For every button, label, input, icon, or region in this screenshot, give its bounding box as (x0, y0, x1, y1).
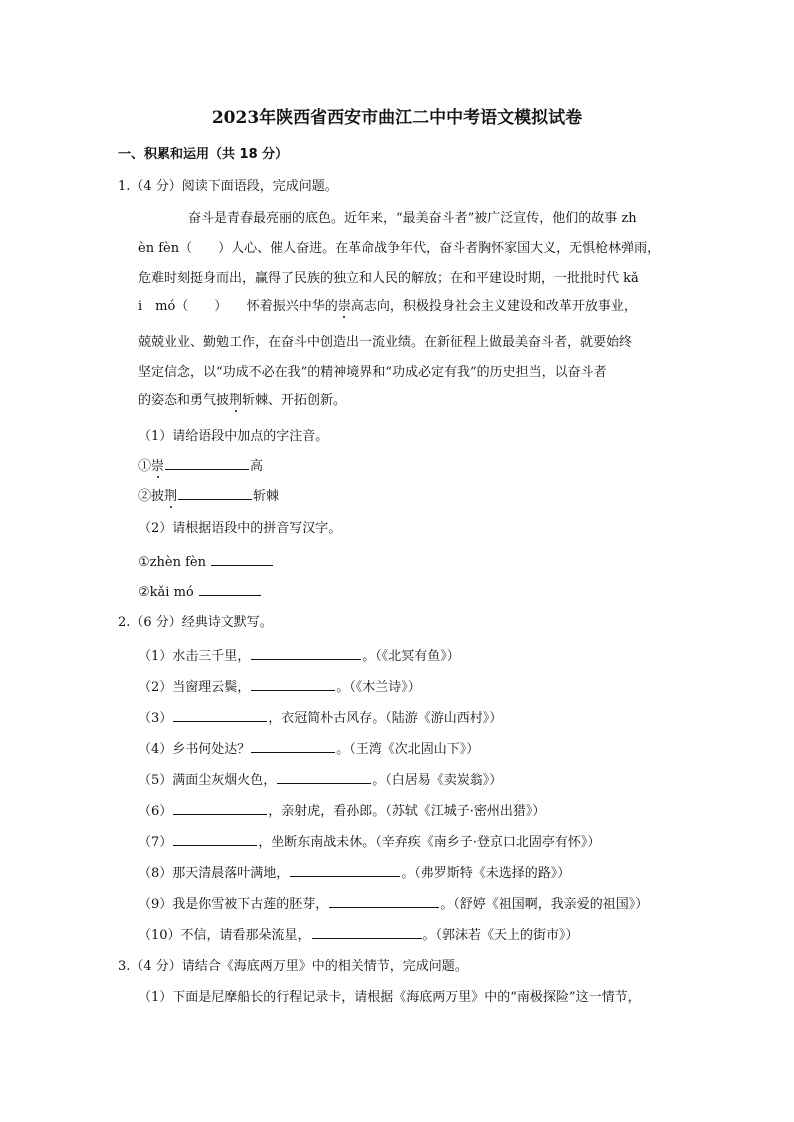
answer-blank-1b[interactable] (178, 486, 252, 500)
section-heading: 一、积累和运用（共 18 分） (118, 147, 289, 162)
passage-line-4-post: 高志向，积极投身社会主义建设和改革开放事业， (350, 299, 637, 314)
passage-line-7-post: 斩棘、开拓创新。 (242, 393, 347, 408)
question-1-stem: 1.（4 分）阅读下面语段，完成问题。 (118, 179, 338, 194)
answer-blank-q2-2[interactable] (251, 677, 335, 691)
q1-sub2-a: ①zhèn fèn (138, 552, 274, 572)
q1-sub2: （2）请根据语段中的拼音写汉字。 (138, 521, 342, 536)
answer-blank-q2-9[interactable] (329, 894, 439, 908)
answer-blank-1a[interactable] (165, 456, 249, 470)
q2-item-9: （9）我是你雪被下古莲的胚芽， 。（舒婷《祖国啊，我亲爱的祖国》） (138, 894, 648, 914)
answer-blank-q2-8[interactable] (290, 863, 400, 877)
q1-sub1-b: ②披荆 斩棘 (138, 486, 279, 506)
passage-line-7 (138, 392, 346, 410)
passage-line-5: 兢兢业业、勤勉工作，在奋斗中创造出一流业绩。在新征程上做最美奋斗者，就要始终 (138, 335, 633, 350)
q2-item-4: （4）乡书何处达？ 。（王湾《次北固山下》） (138, 739, 479, 759)
q1-sub1-a: ①崇 高 (138, 456, 263, 476)
q2-item-8: （8）那天清晨落叶满地， 。（弗罗斯特《未选择的路》） (138, 863, 570, 883)
q2-item-7: （7） ，坐断东南战未休。（辛弃疾《南乡子·登京口北固亭有怀》） (138, 832, 600, 852)
passage-line-3: 危难时刻挺身而出，赢得了民族的独立和人民的解放；在和平建设时期，一批批时代 kǎ (138, 271, 639, 286)
answer-blank-2a[interactable] (211, 552, 273, 566)
passage-line-4 (138, 298, 637, 316)
dotted-char-chong: 崇 (337, 299, 351, 314)
page-title: 2023年陕西省西安市曲江二中中考语文模拟试卷 (211, 108, 583, 128)
answer-blank-q2-3[interactable] (173, 708, 267, 722)
passage-line-4-pre: i mó（ ） 怀着振兴中华的 (138, 299, 338, 314)
q2-item-10: （10）不信，请看那朵流星， 。（郭沫若《天上的街市》） (138, 925, 579, 945)
question-2-stem: 2.（6 分）经典诗文默写。 (118, 615, 273, 630)
q2-item-5: （5）满面尘灰烟火色， 。（白居易《卖炭翁》） (138, 770, 502, 790)
q1-sub2-b: ②kǎi mó (138, 582, 262, 602)
answer-blank-q2-7[interactable] (173, 832, 257, 846)
q3-sub1: （1）下面是尼摩船长的行程记录卡，请根据《海底两万里》中的“南极探险”这一情节， (138, 990, 641, 1005)
dotted-char-jing-answer: 荆 (164, 489, 178, 504)
passage-line-7-pre: 的姿态和勇气披 (138, 393, 230, 408)
passage-line-2: èn fèn（ ）人心、催人奋进。在革命战争年代，奋斗者胸怀家国大义，无惧枪林弹雨， (138, 241, 661, 256)
answer-blank-q2-4[interactable] (251, 739, 335, 753)
answer-blank-q2-6[interactable] (173, 801, 267, 815)
passage-line-6: 坚定信念，以“功成不必在我”的精神境界和“功成必定有我”的历史担当，以奋斗者 (138, 365, 607, 380)
q1-sub1: （1）请给语段中加点的字注音。 (138, 429, 329, 444)
answer-blank-q2-10[interactable] (312, 925, 422, 939)
q2-item-1: （1）水击三千里， 。（《北冥有鱼》） (138, 646, 460, 666)
answer-blank-2b[interactable] (199, 582, 261, 596)
answer-blank-q2-5[interactable] (277, 770, 371, 784)
q2-item-3: （3） ，衣冠简朴古风存。（陆游《游山西村》） (138, 708, 502, 728)
question-3-stem: 3.（4 分）请结合《海底两万里》中的相关情节，完成问题。 (118, 959, 468, 974)
q2-item-2: （2）当窗理云鬓， 。（《木兰诗》） (138, 677, 421, 697)
passage-line-1: 奋斗是青春最亮丽的底色。近年来，“最美奋斗者”被广泛宣传，他们的故事 zh (188, 211, 637, 226)
answer-blank-q2-1[interactable] (251, 646, 361, 660)
dotted-char-chong-answer: 崇 (151, 459, 165, 474)
q2-item-6: （6） ，亲射虎，看孙郎。（苏轼《江城子·密州出猎》） (138, 801, 545, 821)
dotted-char-jing: 荆 (229, 393, 243, 408)
